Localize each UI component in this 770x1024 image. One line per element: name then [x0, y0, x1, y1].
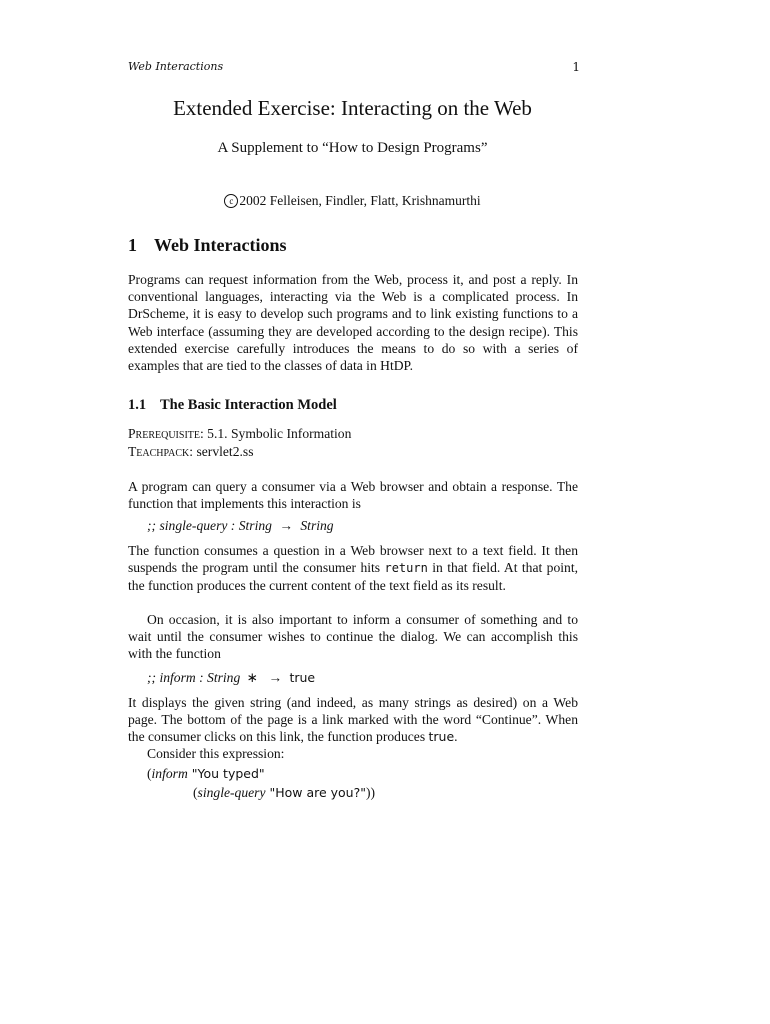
- prerequisite-label: Prerequisite: [128, 426, 200, 441]
- code-single-query-fn: single-query: [197, 785, 266, 800]
- copyright-text: 2002 Felleisen, Findler, Flatt, Krishnamurthi: [239, 193, 481, 208]
- document-title: Extended Exercise: Interacting on the Web: [173, 96, 532, 120]
- paragraph-display-text-a: It displays the given string (and indeed, as many strings as desired) on a Web page. The bottom of the page is a link marked with the word “Continue”. When the consumer clicks on this link, the function produces: [128, 695, 578, 745]
- teachpack-value: : servlet2.ss: [189, 444, 254, 459]
- running-header: Web Interactions: [128, 60, 224, 73]
- contract-inform: [147, 670, 315, 686]
- paragraph-inform: On occasion, it is also important to inform a consumer of something and to wait until the consumer wishes to continue the dialog. We can accomplish this with the function: [128, 612, 578, 662]
- contract-single-query-prefix: ;; single-query : String: [147, 518, 272, 533]
- section-number: 1: [128, 235, 137, 255]
- arrow-icon: →: [279, 518, 293, 533]
- document-subtitle: A Supplement to “How to Design Programs”: [217, 140, 488, 156]
- prerequisite-value: : 5.1. Symbolic Information: [200, 426, 352, 441]
- code-inform-fn: inform: [151, 766, 188, 781]
- section-heading: [128, 235, 287, 256]
- copyright-icon: c: [224, 194, 238, 208]
- star-icon: ∗: [246, 670, 259, 685]
- copyright-line: [0, 193, 705, 209]
- contract-inform-prefix: ;; inform : String: [147, 670, 241, 685]
- page-number: 1: [572, 60, 580, 74]
- code-string-you-typed: "You typed": [187, 766, 265, 781]
- true-value: true: [428, 729, 455, 745]
- subsection-heading: [128, 397, 337, 414]
- section-title: Web Interactions: [154, 235, 287, 255]
- code-line-1: [147, 766, 265, 782]
- return-key-code: return: [384, 561, 428, 576]
- code-paren-close: )): [366, 785, 376, 800]
- contract-inform-result: true: [289, 670, 316, 685]
- prerequisite-line: [128, 425, 351, 442]
- contract-single-query-result: String: [300, 518, 334, 533]
- arrow-icon: →: [268, 670, 283, 685]
- teachpack-line: [128, 443, 253, 460]
- paragraph-suspend-text-a: The function consumes a question in a Web browser next to a text field. It then suspends the program until the consumer hits: [128, 543, 578, 576]
- section-intro-paragraph: Programs can request information from the Web, process it, and post a reply. In conventional languages, interacting via the Web is a complicated process. In DrScheme, it is easy to develop such programs and to link existing functions to a Web interface (assuming they are developed according to the design recipe). This extended exercise carefully introduces the means to do so with a series of examples that are tied to the classes of data in HtDP.: [128, 272, 578, 374]
- paragraph-suspend: [128, 542, 578, 595]
- code-string-how-are-you: "How are you?": [265, 785, 366, 800]
- subsection-title: The Basic Interaction Model: [160, 397, 337, 413]
- paragraph-consider: Consider this expression:: [147, 746, 285, 761]
- contract-single-query: [147, 518, 334, 534]
- code-paren-open: (: [147, 766, 152, 781]
- code-paren-open: (: [193, 785, 198, 800]
- paragraph-suspend-text-b: in that field. At that point, the function produces the current content of the text field as its result.: [128, 560, 578, 594]
- teachpack-label: Teachpack: [128, 444, 190, 459]
- paragraph-display-text-b: .: [454, 729, 458, 745]
- code-line-2: [193, 785, 375, 801]
- paragraph-query: A program can query a consumer via a Web browser and obtain a response. The function that implements this interaction is: [128, 479, 578, 512]
- subsection-number: 1.1: [128, 397, 147, 413]
- paragraph-display: [128, 694, 578, 746]
